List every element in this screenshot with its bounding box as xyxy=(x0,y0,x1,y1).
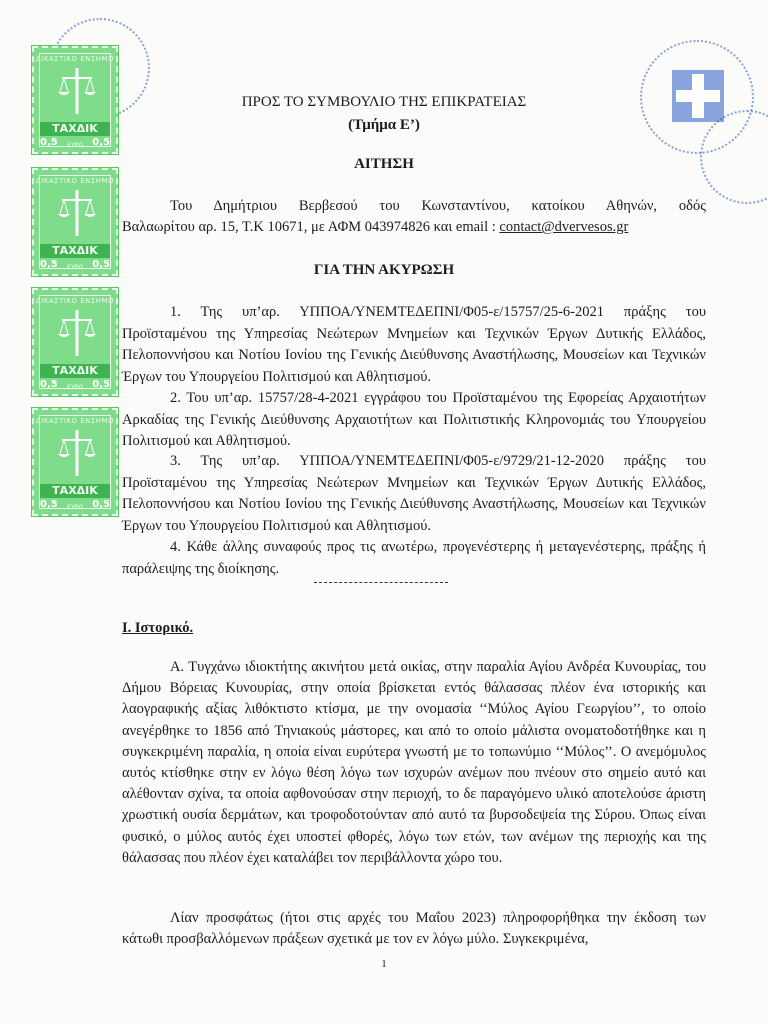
stamp-value-left: 0,5 xyxy=(40,379,58,390)
applicant-address: Βαλαωρίτου αρ. 15, Τ.Κ 10671, με ΑΦΜ 043974826 και email : xyxy=(122,219,500,235)
item-text: Του υπ’αρ. 15757/28-4-2021 εγγράφου του Προϊσταμένου της Εφορείας Αρχαιοτήτων Αρκαδίας της Γενικής Διεύθυνσης Αρχαιοτήτων και Πολιτιστικής Κληρονομιάς του Υπουργείου Πολιτισμού και Αθλητισμού. xyxy=(122,390,706,449)
item-text: Κάθε άλλης συναφούς προς τις ανωτέρω, προγενέστερης ή μεταγενέστερης, πράξης ή παράλειψης της διοίκησης. xyxy=(122,539,707,577)
stamp-tax-label: ΤΑΧΔΙΚ xyxy=(40,484,110,498)
stamp-value-left: 0,5 xyxy=(40,137,58,148)
email-link[interactable]: contact@dvervesos.gr xyxy=(499,219,629,235)
scales-of-justice-icon xyxy=(58,428,96,480)
item-number: 3. xyxy=(170,453,181,469)
list-item xyxy=(122,388,706,453)
history-heading: Ι. Ιστορικό. xyxy=(122,620,194,636)
stamp-value-right: 0,5 xyxy=(92,137,110,148)
item-number: 1. xyxy=(170,304,181,320)
section-divider xyxy=(314,582,448,583)
item-number: 2. xyxy=(170,390,181,406)
list-item xyxy=(122,302,706,388)
item-text: Της υπ’αρ. ΥΠΠΟΑ/ΥΝΕΜΤΕΔΕΠΝΙ/Φ05-ε/15757/25-6-2021 πράξης του Προϊσταμένου της Υπηρεσίας Νεώτερων Μνημείων και Τεχνικών Έργων Δυτικής Ελλάδος, Πελοποννήσου και Νοτίου Ιονίου της Γενικής Διεύθυνσης Αναστήλωσης, Μουσείων και Τεχνικών Έργων του Υπουργείου Πολιτισμού και Αθλητισμού. xyxy=(122,304,706,385)
stamp-value-right: 0,5 xyxy=(92,379,110,390)
page-number: 1 xyxy=(381,958,387,970)
stamp-currency: ΕΥΡΩ xyxy=(67,504,83,511)
history-paragraph: Λίαν προσφάτως (ήτοι στις αρχές του Μαΐου 2023) πληροφορήθηκα την έκδοση των κάτωθι προσβαλλόμενων πράξεων σχετικά με τον εν λόγω μύλο. Συγκεκριμένα, xyxy=(122,910,706,948)
addressee-heading: ΠΡΟΣ ΤΟ ΣΥΜΒΟΥΛΙΟ ΤΗΣ ΕΠΙΚΡΑΤΕΙΑΣ xyxy=(241,94,527,110)
stamp-title: ΔΙΚΑΣΤΙΚΟ ΕΝΣΗΜΟ xyxy=(35,297,115,305)
chamber-subheading: (Τμήμα Ε’) xyxy=(348,117,420,133)
stamp-tax-label: ΤΑΧΔΙΚ xyxy=(40,364,110,378)
stamp-value-right: 0,5 xyxy=(92,259,110,270)
applicant-line-2 xyxy=(122,217,706,239)
applicant-line-1: Του Δημήτριου Βερβεσού του Κωνσταντίνου, κατοίκου Αθηνών, οδός xyxy=(170,198,706,214)
stamp-title: ΔΙΚΑΣΤΙΚΟ ΕΝΣΗΜΟ xyxy=(35,177,115,185)
item-text: Της υπ’αρ. ΥΠΠΟΑ/ΥΝΕΜΤΕΔΕΠΝΙ/Φ05-ε/9729/21-12-2020 πράξης του Προϊσταμένου της Υπηρεσίας Νεώτερων Μνημείων και Τεχνικών Έργων Δυτικής Ελλάδος, Πελοποννήσου και Νοτίου Ιονίου της Γενικής Διεύθυνσης Αναστήλωσης, Μουσείων και Τεχνικών Έργων του Υπουργείου Πολιτισμού και Αθλητισμού. xyxy=(122,453,706,534)
stamp-currency: ΕΥΡΩ xyxy=(67,264,83,271)
court-fee-stamp-4 xyxy=(32,408,118,516)
item-number: 4. xyxy=(170,539,181,555)
stamp-title: ΔΙΚΑΣΤΙΚΟ ΕΝΣΗΜΟ xyxy=(35,417,115,425)
stamp-value-left: 0,5 xyxy=(40,499,58,510)
list-item xyxy=(122,451,706,537)
court-fee-stamp-2 xyxy=(32,168,118,276)
stamp-title: ΔΙΚΑΣΤΙΚΟ ΕΝΣΗΜΟ xyxy=(35,55,115,63)
court-fee-stamp-3 xyxy=(32,288,118,396)
stamp-value-left: 0,5 xyxy=(40,259,58,270)
scales-of-justice-icon xyxy=(58,188,96,240)
stamp-currency: ΕΥΡΩ xyxy=(67,384,83,391)
list-item xyxy=(122,537,706,580)
stamp-tax-label: ΤΑΧΔΙΚ xyxy=(40,122,110,136)
document-type-heading: ΑΙΤΗΣΗ xyxy=(354,156,414,172)
stamp-currency: ΕΥΡΩ xyxy=(67,142,83,149)
scales-of-justice-icon xyxy=(58,308,96,360)
stamp-tax-label: ΤΑΧΔΙΚ xyxy=(40,244,110,258)
history-paragraph: Α. Τυγχάνω ιδιοκτήτης ακινήτου μετά οικίας, στην παραλία Αγίου Ανδρέα Κυνουρίας, του Δήμου Βόρειας Κυνουρίας, στην οποία βρίσκεται εντός θάλασσας πλέον ένα ιστορικής και λαογραφικής αξίας λιθόκτιστο κτίσμα, με την ονομασία ‘‘Μύλος Αγίου Γεωργίου’’, το οποίο ανεγέρθηκε το 1856 από Τηνιακούς μάστορες, και από το οποίο μάλιστα ονοματοδοτήθηκε και η συγκεκριμένη παραλία, η οποία είναι ευρύτερα γνωστή με το τοπωνύμιο ‘‘Μύλος’’. Ο ανεμόμυλος αυτός κτίσθηκε στην εν λόγω θέση λόγω των ισχυρών ανέμων που πνέουν στο σημείο αυτό και αλέθονταν σχίνα, τα οποία αφθονούσαν στην περιοχή, το δε παραγόμενο υλικό αποτελούσε άριστη χρωστική ουσία δερμάτων, και τροφοδοτούνταν από αυτό τα βυρσοδεψεία της Σύρου. Όπως είναι φυσικό, ο μύλος αυτός έχει υποστεί φθορές, λόγω των ετών, των ανέμων της περιοχής και της θάλασσας που πλέον έχει καταλάβει τον περιβάλλοντα χώρο του. xyxy=(122,659,706,866)
request-heading: ΓΙΑ ΤΗΝ ΑΚΥΡΩΣΗ xyxy=(313,262,455,278)
stamp-value-right: 0,5 xyxy=(92,499,110,510)
